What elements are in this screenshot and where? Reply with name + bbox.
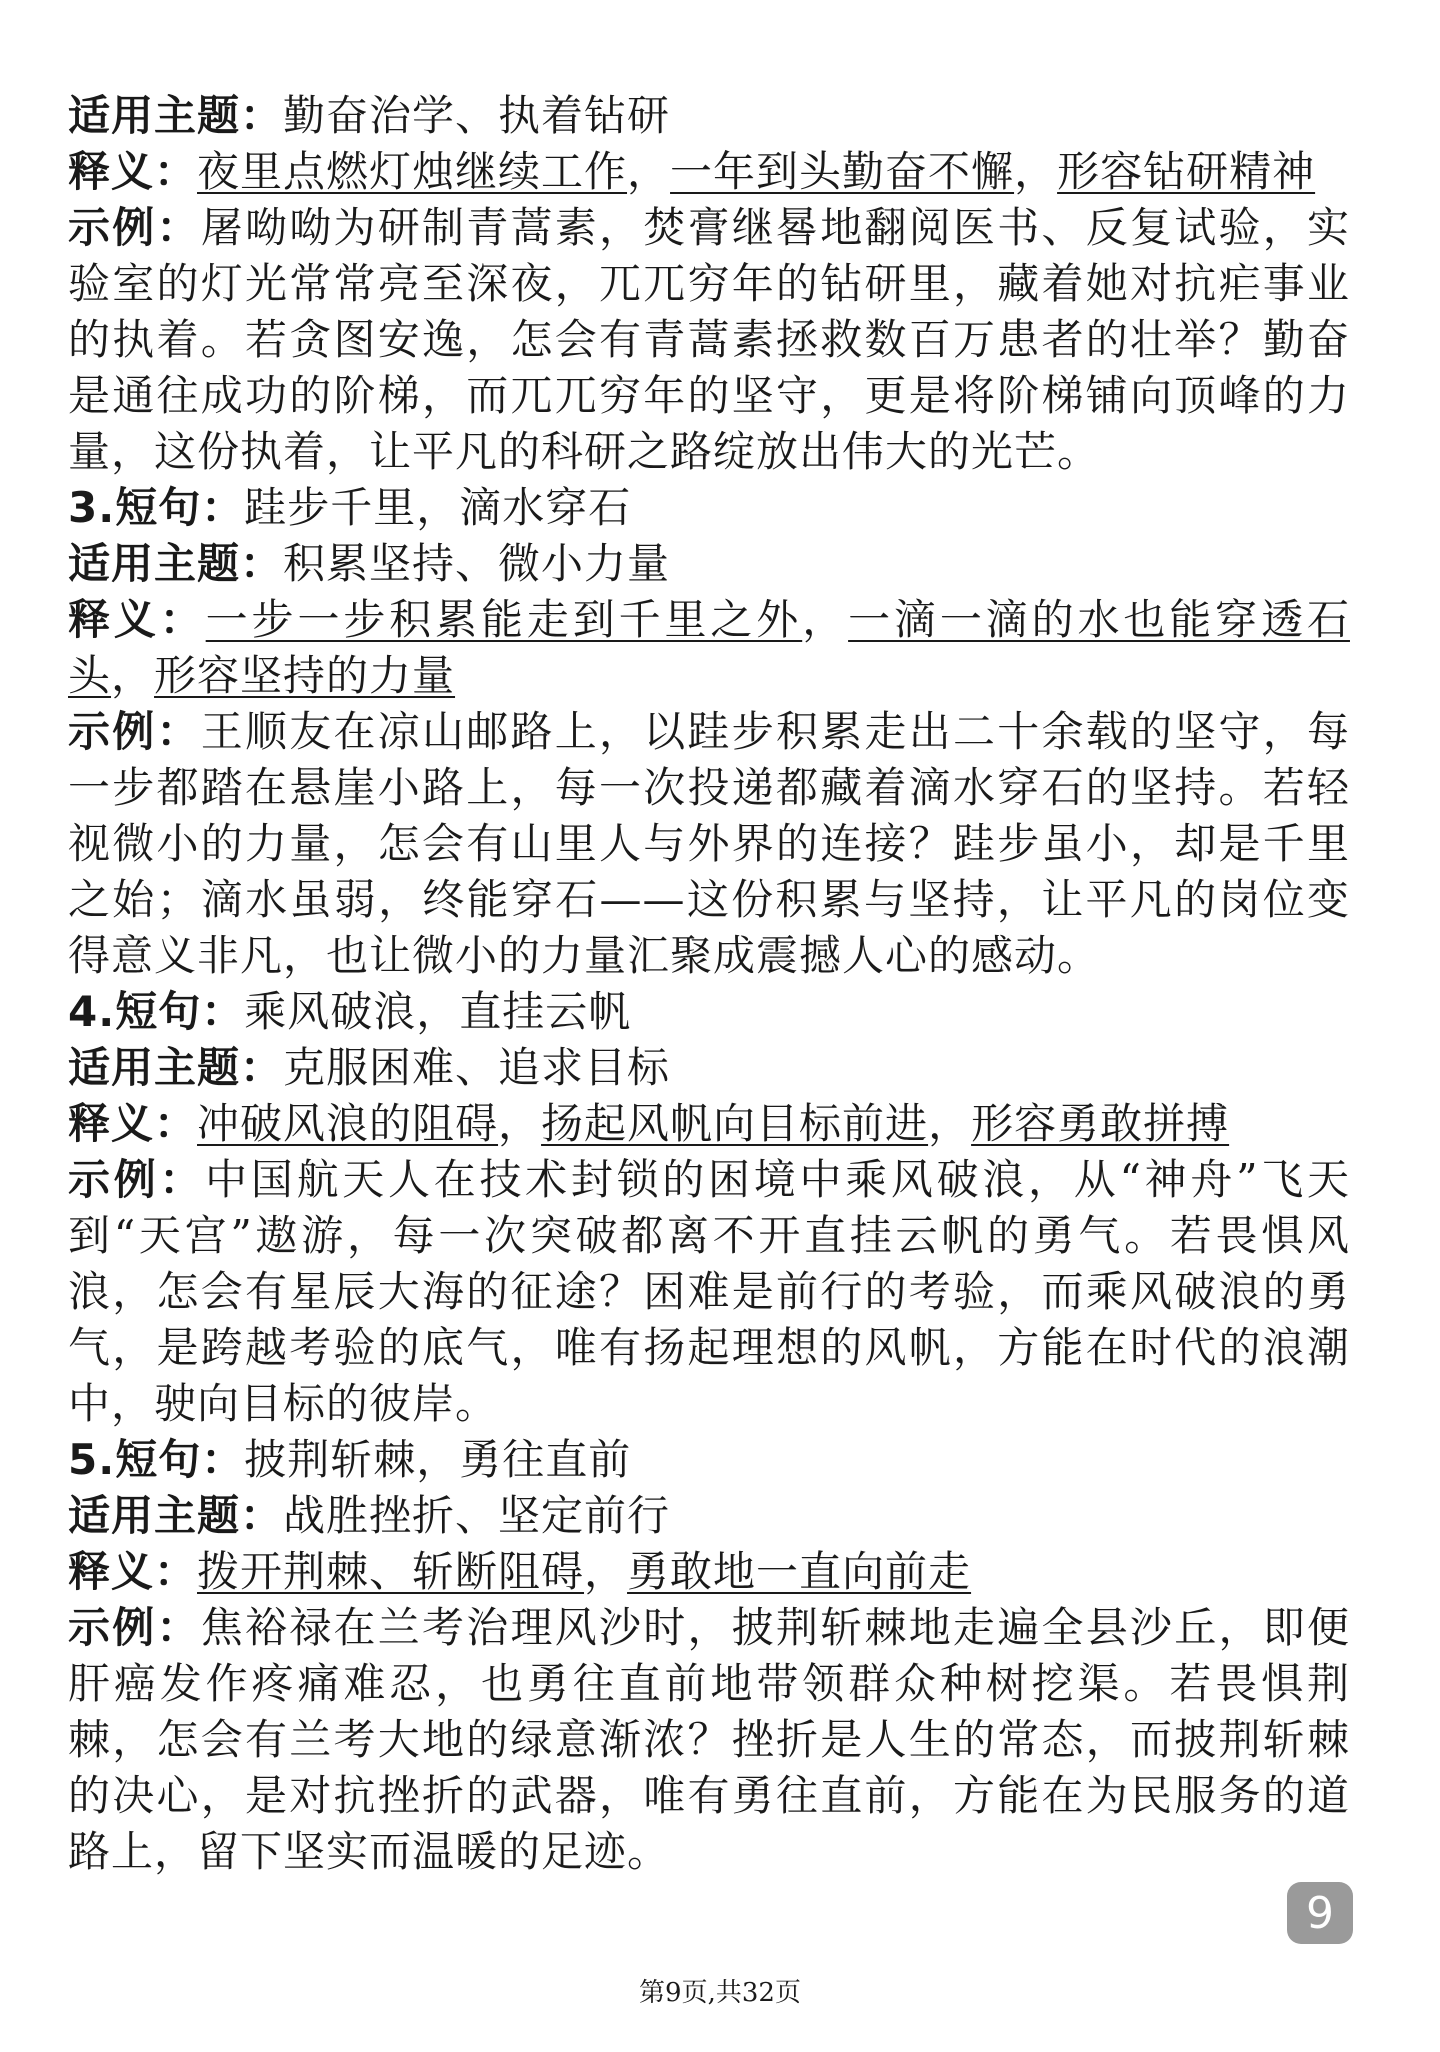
example-text: 王顺友在凉山邮路上，以跬步积累走出二十余载的坚守，每一步都踏在悬崖小路上，每一次投递都藏着滴水穿石的坚持。若轻视微小的力量，怎会有山里人与外界的连接？跬步虽小，却是千里之始；滴水虽弱，终能穿石——这份积累与坚持，让平凡的岗位变得意义非凡，也让微小的力量汇聚成震撼人心的感动。 — [68, 707, 1350, 980]
example-paragraph-5 — [68, 1600, 1350, 1880]
theme-text: 克服困难、追求目标 — [283, 1043, 671, 1092]
phrase-line-4 — [68, 984, 1350, 1040]
theme-label: 适用主题： — [68, 1491, 284, 1540]
example-text: 焦裕禄在兰考治理风沙时，披荆斩棘地走遍全县沙丘，即便肝癌发作疼痛难忍，也勇往直前地带领群众种树挖渠。若畏惧荆棘，怎会有兰考大地的绿意渐浓？挫折是人生的常态，而披荆斩棘的决心，是对抗挫折的武器，唯有勇往直前，方能在为民服务的道路上，留下坚实而温暖的足迹。 — [68, 1603, 1350, 1876]
meaning-part: 形容坚持的力量 — [154, 651, 456, 700]
theme-line-2 — [68, 88, 1350, 144]
phrase-label: 短句： — [115, 987, 245, 1036]
comma: ， — [111, 651, 155, 700]
comma: ， — [584, 1547, 628, 1596]
phrase-label: 短句： — [115, 1435, 245, 1484]
item-number: 4. — [68, 987, 116, 1036]
meaning-label: 释义： — [68, 1099, 198, 1148]
example-label: 示例： — [68, 203, 201, 252]
comma: ， — [1014, 147, 1058, 196]
document-body — [68, 88, 1350, 1880]
meaning-part: 一步一步积累能走到千里之外 — [205, 595, 803, 644]
phrase-label: 短句： — [115, 483, 245, 532]
item-number: 5. — [68, 1435, 116, 1484]
page-footer: 第9页,共32页 — [639, 1978, 801, 2008]
meaning-line-4 — [68, 1096, 1350, 1152]
meaning-part: 形容勇敢拼搏 — [971, 1099, 1230, 1148]
meaning-part: 扬起风帆向目标前进 — [541, 1099, 929, 1148]
phrase-text: 乘风破浪，直挂云帆 — [244, 987, 632, 1036]
meaning-line-5 — [68, 1544, 1350, 1600]
comma: ， — [802, 595, 849, 644]
theme-text: 战胜挫折、坚定前行 — [283, 1491, 671, 1540]
example-label: 示例： — [68, 1155, 206, 1204]
meaning-label: 释义： — [68, 595, 206, 644]
meaning-part: 拨开荆棘、斩断阻碍 — [197, 1547, 585, 1596]
item-number: 3. — [68, 483, 116, 532]
meaning-label: 释义： — [68, 1547, 198, 1596]
example-text: 中国航天人在技术封锁的困境中乘风破浪，从“神舟”飞天到“天宫”遨游，每一次突破都离不开直挂云帆的勇气。若畏惧风浪，怎会有星辰大海的征途？困难是前行的考验，而乘风破浪的勇气，是跨越考验的底气，唯有扬起理想的风帆，方能在时代的浪潮中，驶向目标的彼岸。 — [68, 1155, 1350, 1428]
meaning-paragraph-3 — [68, 592, 1350, 704]
example-paragraph-3 — [68, 704, 1350, 984]
phrase-line-5 — [68, 1432, 1350, 1488]
comma: ， — [498, 1099, 542, 1148]
meaning-line-2 — [68, 144, 1350, 200]
meaning-part: 夜里点燃灯烛继续工作 — [197, 147, 628, 196]
example-label: 示例： — [68, 1603, 201, 1652]
meaning-part: 勇敢地一直向前走 — [627, 1547, 972, 1596]
phrase-line-3 — [68, 480, 1350, 536]
meaning-label: 释义： — [68, 147, 198, 196]
theme-label: 适用主题： — [68, 1043, 284, 1092]
meaning-part: 一滴一滴的水也能穿透石头 — [68, 595, 1350, 700]
example-label: 示例： — [68, 707, 201, 756]
example-paragraph-4 — [68, 1152, 1350, 1432]
theme-line-3 — [68, 536, 1350, 592]
comma: ， — [627, 147, 671, 196]
theme-line-4 — [68, 1040, 1350, 1096]
meaning-part: 冲破风浪的阻碍 — [197, 1099, 499, 1148]
theme-text: 积累坚持、微小力量 — [283, 539, 671, 588]
meaning-part: 形容钻研精神 — [1057, 147, 1316, 196]
theme-label: 适用主题： — [68, 539, 284, 588]
theme-text: 勤奋治学、执着钻研 — [283, 91, 671, 140]
page-number-badge: 9 — [1287, 1882, 1353, 1944]
phrase-text: 披荆斩棘，勇往直前 — [244, 1435, 632, 1484]
theme-label: 适用主题： — [68, 91, 284, 140]
comma: ， — [928, 1099, 972, 1148]
phrase-text: 跬步千里，滴水穿石 — [244, 483, 632, 532]
example-text: 屠呦呦为研制青蒿素，焚膏继晷地翻阅医书、反复试验，实验室的灯光常常亮至深夜，兀兀穷年的钻研里，藏着她对抗疟事业的执着。若贪图安逸，怎会有青蒿素拯救数百万患者的壮举？勤奋是通往成功的阶梯，而兀兀穷年的坚守，更是将阶梯铺向顶峰的力量，这份执着，让平凡的科研之路绽放出伟大的光芒。 — [68, 203, 1350, 476]
theme-line-5 — [68, 1488, 1350, 1544]
meaning-part: 一年到头勤奋不懈 — [670, 147, 1015, 196]
example-paragraph-2 — [68, 200, 1350, 480]
